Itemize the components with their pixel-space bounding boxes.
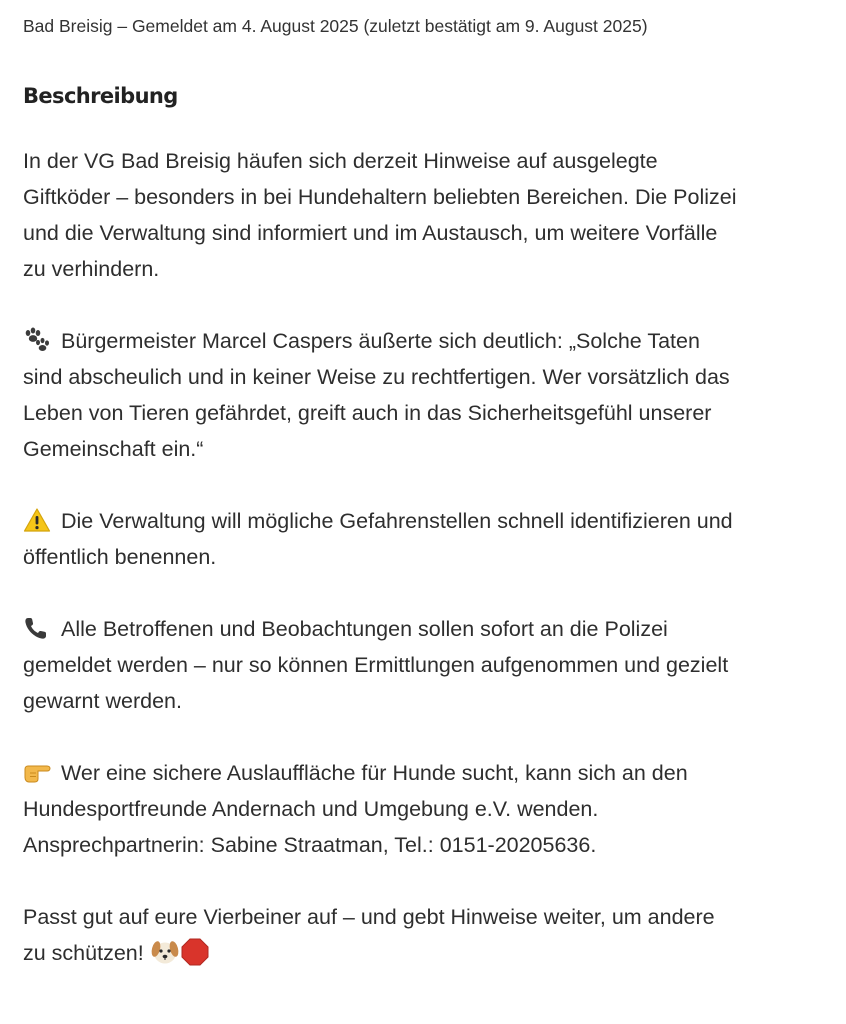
police-line: Alle Betroffenen und Beobachtungen sollen sofort an die Polizei [61, 617, 668, 641]
mayor-line: sind abscheulich und in keiner Weise zu rechtfertigen. Wer vorsätzlich das [23, 365, 730, 389]
mayor-quote-paragraph [23, 323, 833, 467]
dog-area-line: Ansprechpartnerin: Sabine Straatman, Tel.: 0151-20205636. [23, 833, 597, 857]
police-paragraph [23, 611, 833, 719]
intro-paragraph [23, 143, 833, 287]
police-line: gewarnt werden. [23, 689, 182, 713]
intro-line: Giftköder – besonders in bei Hundehaltern beliebten Bereichen. Die Polizei [23, 185, 737, 209]
dog-area-paragraph [23, 755, 833, 863]
closing-paragraph [23, 899, 833, 971]
intro-line: In der VG Bad Breisig häufen sich derzeit Hinweise auf ausgelegte [23, 149, 658, 173]
dog-face-icon [150, 937, 180, 967]
mayor-line: Leben von Tieren gefährdet, greift auch in das Sicherheitsgefühl unserer [23, 401, 712, 425]
closing-line: Passt gut auf eure Vierbeiner auf – und gebt Hinweise weiter, um andere [23, 905, 715, 929]
warning-line: Die Verwaltung will mögliche Gefahrenstellen schnell identifizieren und [61, 509, 733, 533]
warning-paragraph [23, 503, 833, 575]
closing-line: zu schützen! [23, 941, 144, 965]
paw-prints-icon [23, 327, 51, 353]
mayor-line: Gemeinschaft ein.“ [23, 437, 204, 461]
warning-line: öffentlich benennen. [23, 545, 217, 569]
dog-area-line: Hundesportfreunde Andernach und Umgebung e.V. wenden. [23, 797, 599, 821]
article-meta-line: Bad Breisig – Gemeldet am 4. August 2025 (zuletzt bestätigt am 9. August 2025) [23, 16, 648, 36]
intro-line: zu verhindern. [23, 257, 160, 281]
dog-area-line: Wer eine sichere Auslauffläche für Hunde sucht, kann sich an den [61, 761, 688, 785]
telephone-icon [23, 615, 51, 641]
stop-sign-icon [180, 937, 210, 967]
mayor-line: Bürgermeister Marcel Caspers äußerte sich deutlich: „Solche Taten [61, 329, 700, 353]
pointing-hand-icon [23, 759, 51, 785]
article-body [23, 143, 833, 1007]
intro-line: und die Verwaltung sind informiert und im Austausch, um weitere Vorfälle [23, 221, 718, 245]
section-title: Beschreibung [23, 84, 178, 108]
warning-icon [23, 507, 51, 533]
police-line: gemeldet werden – nur so können Ermittlungen aufgenommen und gezielt [23, 653, 729, 677]
